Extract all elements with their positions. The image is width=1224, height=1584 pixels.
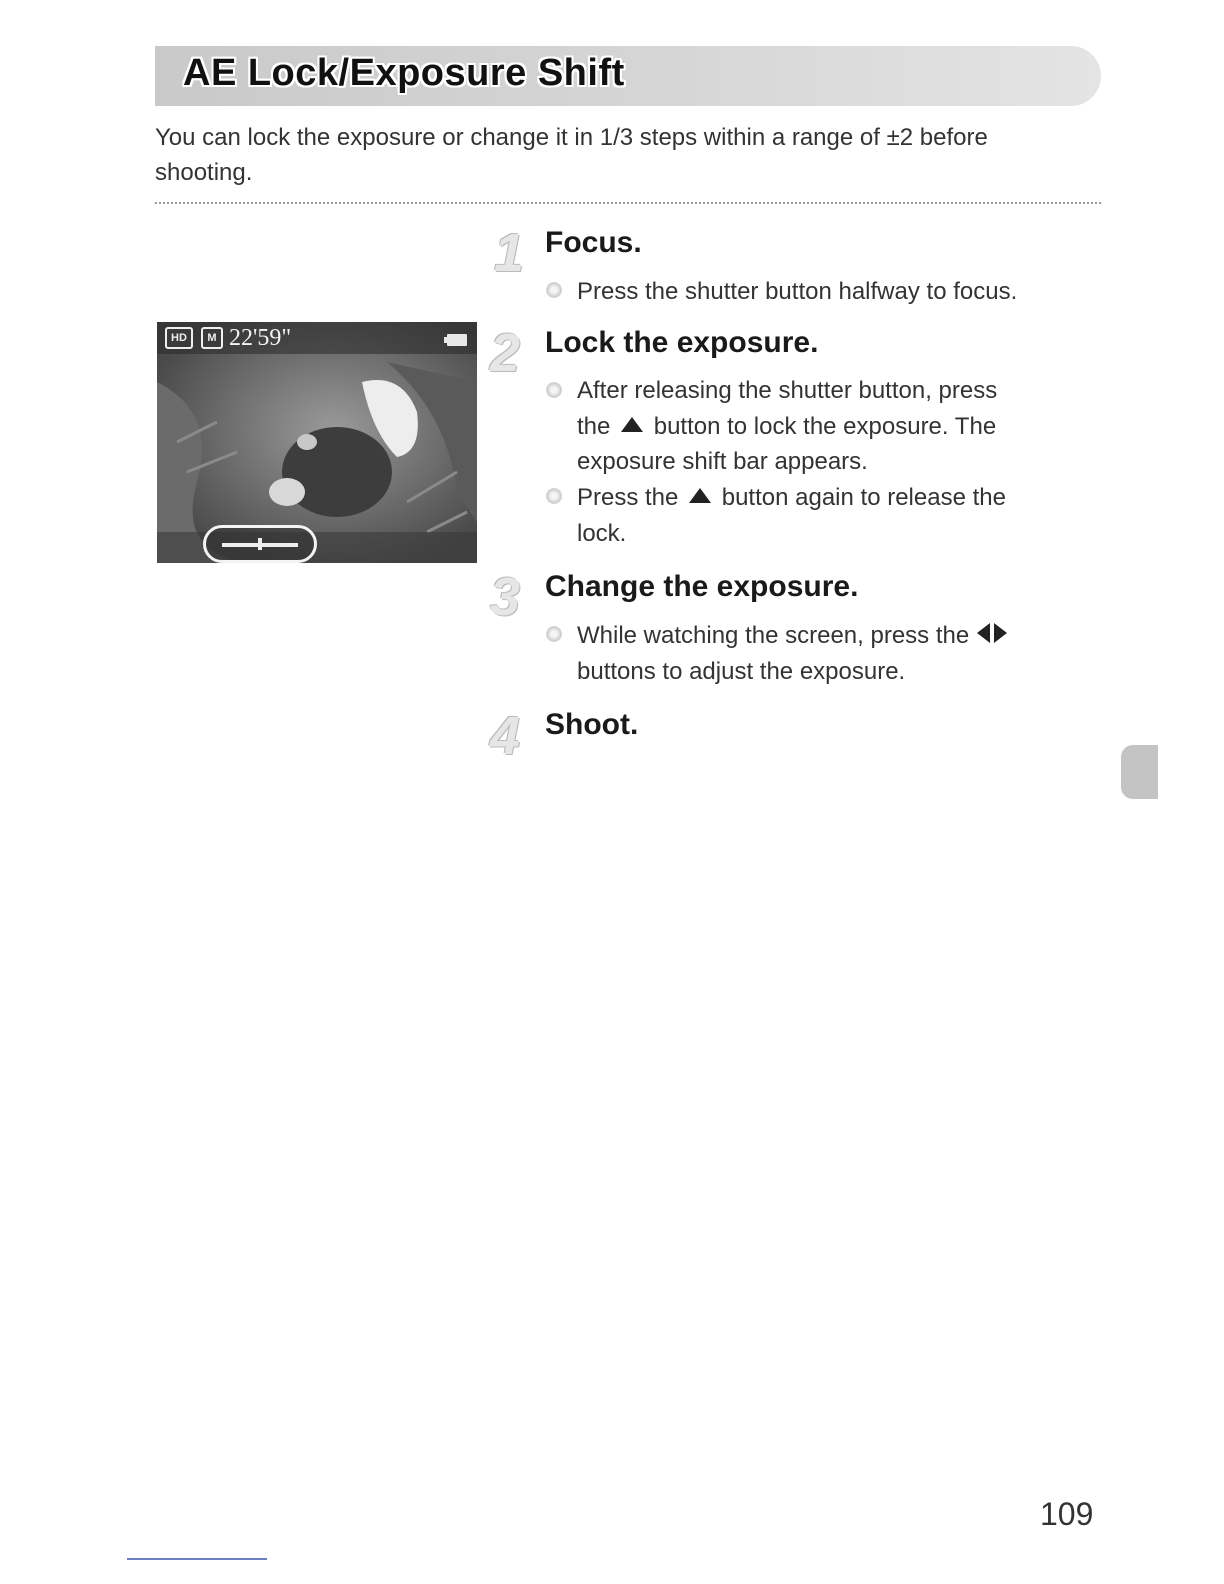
- text-line: [577, 618, 1097, 654]
- text-line: [577, 480, 1097, 516]
- step-number-1: 1: [494, 223, 525, 283]
- title-banner: [155, 46, 1101, 106]
- right-arrow-icon: [994, 623, 1007, 643]
- bullet-dot-icon: [546, 382, 562, 398]
- divider: [155, 202, 1101, 204]
- step-number-2: 2: [490, 323, 521, 383]
- battery-icon: [447, 334, 467, 346]
- step-1-text: Press the shutter button halfway to focus.: [577, 278, 1018, 305]
- camera-screen-image: [157, 322, 477, 563]
- bullet-dot-icon: [546, 488, 562, 504]
- footer-rule: [127, 1558, 267, 1560]
- up-triangle-icon: [689, 488, 711, 503]
- text-line: exposure shift bar appears.: [577, 448, 868, 475]
- page-title: AE Lock/Exposure Shift: [183, 52, 625, 94]
- text-line: After releasing the shutter button, press: [577, 377, 998, 404]
- time-remaining: 22'59": [229, 325, 292, 351]
- step-number-3: 3: [490, 567, 521, 627]
- up-triangle-icon: [621, 417, 643, 432]
- hd-mode-icon: HD: [165, 327, 193, 349]
- intro-text: You can lock the exposure or change it in 1/3 steps within a range of ±2 before shooting.: [155, 124, 988, 186]
- text-fragment: button to lock the exposure. The: [653, 412, 997, 440]
- page-number: 109: [1040, 1496, 1094, 1532]
- text-fragment: the: [577, 412, 611, 440]
- movie-icon: M: [201, 327, 223, 349]
- step-title-4: Shoot.: [545, 708, 639, 741]
- text-fragment: While watching the screen, press the: [577, 622, 970, 649]
- text-line: buttons to adjust the exposure.: [577, 657, 906, 685]
- text-line: lock.: [577, 519, 627, 547]
- left-arrow-icon: [977, 623, 990, 643]
- scene-photo: [157, 322, 477, 563]
- text-line: [577, 409, 1097, 445]
- exposure-shift-bar: [203, 525, 317, 563]
- text-fragment: button again to release the: [721, 484, 1006, 511]
- bullet-dot-icon: [546, 626, 562, 642]
- step-title-3: Change the exposure.: [545, 570, 859, 603]
- step-3-text: [577, 618, 1097, 689]
- chapter-tab: [1121, 745, 1158, 799]
- step-2-bullet-2: [577, 480, 1097, 551]
- step-2-bullet-1: [577, 373, 1097, 480]
- exposure-indicator-icon: [258, 538, 262, 550]
- step-title-1: Focus.: [545, 226, 642, 259]
- bullet-dot-icon: [546, 282, 562, 298]
- step-number-4: 4: [490, 706, 521, 766]
- text-fragment: Press the: [577, 484, 679, 511]
- step-title-2: Lock the exposure.: [545, 326, 819, 359]
